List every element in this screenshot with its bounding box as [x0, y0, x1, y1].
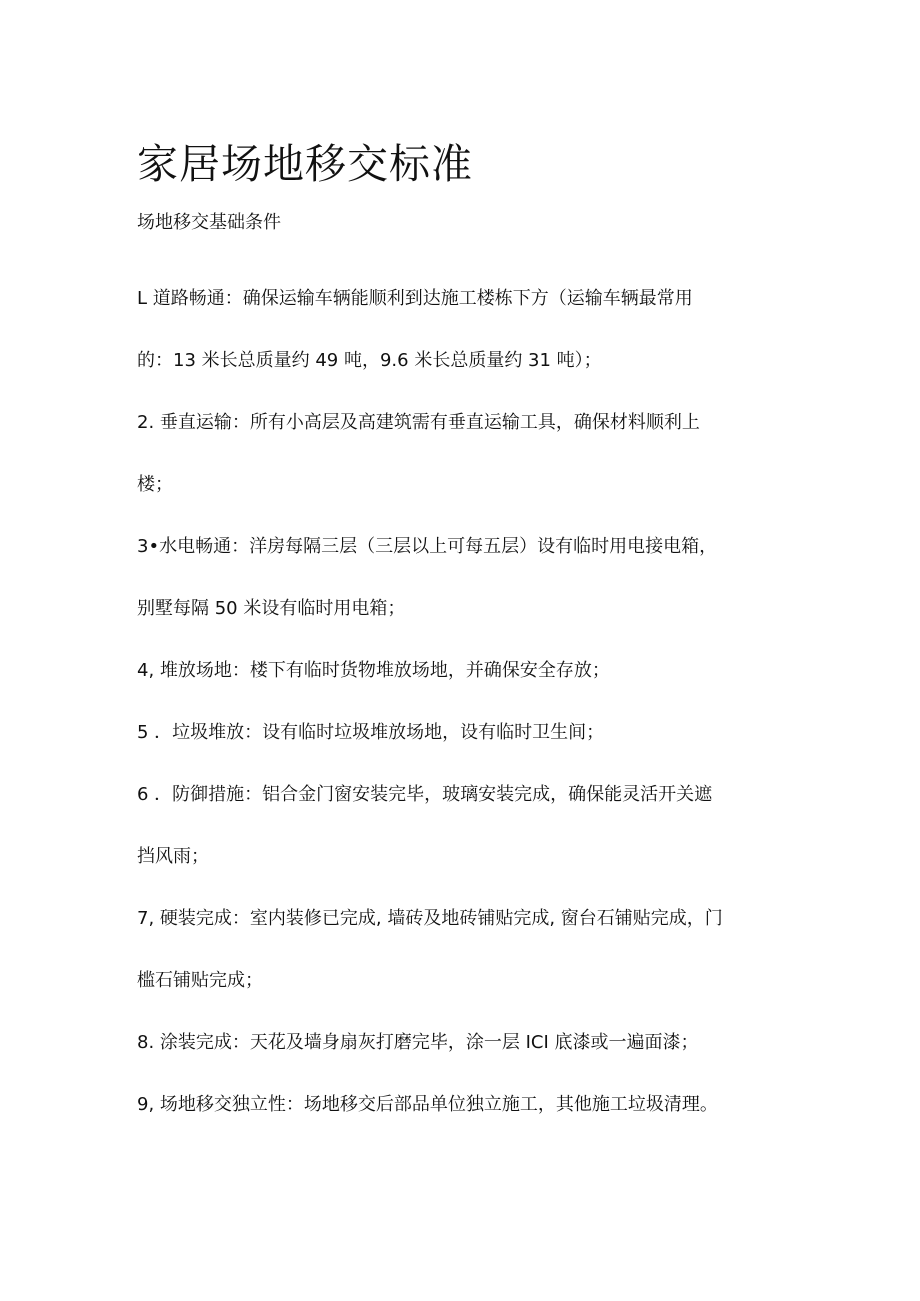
condition-item-3 [137, 529, 787, 626]
section-heading: 场地移交基础条件 [137, 212, 281, 233]
item-line: 2. 垂直运输：所有小高层及高建筑需有垂直运输工具，确保材料顺利上 [137, 412, 700, 433]
item-line: 挡风雨； [137, 846, 209, 867]
condition-item-4 [137, 653, 787, 688]
item-line: 8. 涂装完成：天花及墙身扇灰打磨完毕，涂一层 ICI 底漆或一遍面漆； [137, 1032, 699, 1053]
item-line: 3•水电畅通：洋房每隔三层（三层以上可每五层）设有临时用电接电箱， [137, 536, 718, 557]
condition-list [137, 281, 787, 1122]
item-line: 7, 硬装完成：室内装修已完成, 墙砖及地砖铺贴完成, 窗台石铺贴完成，门 [137, 908, 723, 929]
item-line: 别墅每隔 50 米设有临时用电箱； [137, 598, 406, 619]
condition-item-1 [137, 281, 787, 378]
condition-item-8 [137, 1025, 787, 1060]
item-line: 的：13 米长总质量约 49 吨，9.6 米长总质量约 31 吨）； [137, 350, 602, 371]
item-line: L 道路畅通：确保运输车辆能顺利到达施工楼栋下方（运输车辆最常用 [137, 288, 693, 309]
document-title: 家居场地移交标准 [137, 140, 473, 188]
item-line: 楼； [137, 474, 173, 495]
condition-item-2 [137, 405, 787, 502]
condition-item-9 [137, 1087, 787, 1122]
item-line: 9, 场地移交独立性：场地移交后部品单位独立施工，其他施工垃圾清理。 [137, 1094, 718, 1115]
item-line: 槛石铺贴完成； [137, 970, 263, 991]
condition-item-5 [137, 715, 787, 750]
condition-item-6 [137, 777, 787, 874]
item-line: 5 ．垃圾堆放：设有临时垃圾堆放场地，设有临时卫生间； [137, 722, 605, 743]
condition-item-7 [137, 901, 787, 998]
item-line: 6 ．防御措施：铝合金门窗安装完毕，玻璃安装完成，确保能灵活开关遮 [137, 784, 713, 805]
item-line: 4, 堆放场地：楼下有临时货物堆放场地，并确保安全存放； [137, 660, 610, 681]
